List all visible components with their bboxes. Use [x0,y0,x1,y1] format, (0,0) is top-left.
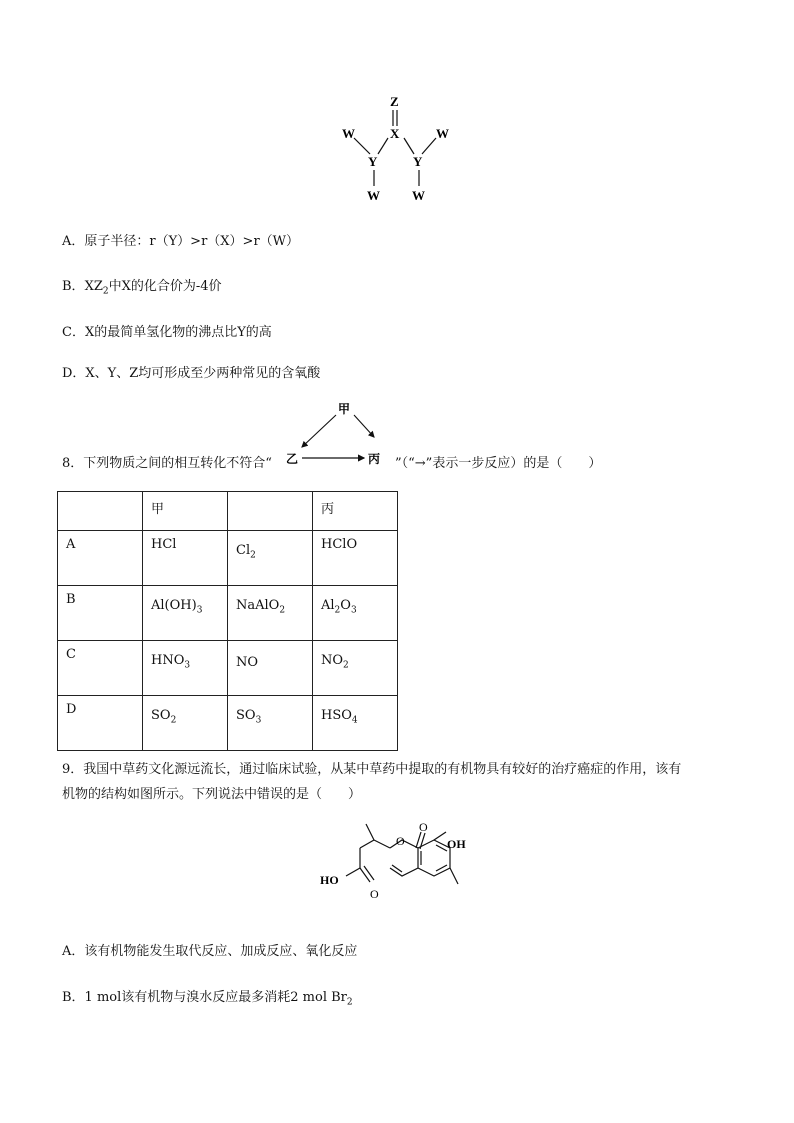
table-header-cell [58,492,143,531]
cell-substance [313,586,398,641]
cell-substance [143,531,228,586]
q9-option-b-sub: 2 [346,997,353,1008]
formula-sub: 3 [196,605,203,616]
q7-option-b [62,275,222,297]
cell-substance [143,586,228,641]
q9-question-line2: 机物的结构如图所示。下列说法中错误的是（ ） [62,787,362,802]
atom-w-left: W [342,126,355,141]
formula-sub: 2 [343,660,349,671]
table-row [58,531,398,586]
table-header-row [58,492,398,531]
formula-sub: 3 [184,660,191,671]
cell-substance [228,531,313,586]
table-header-cell [228,492,313,531]
triangle-right-label: 丙 [368,452,381,466]
formula-main: NaAlO [236,598,280,613]
table-row [58,696,398,751]
formula-sub: 2 [250,550,256,561]
q7-option-c: C．X的最简单氢化物的沸点比Y的高 [62,325,272,340]
acid-hydroxyl: HO [320,873,339,887]
q9-question-line1: 9．我国中草药文化源远流长，通过临床试验，从某中草药中提取的有机物具有较好的治疗癌症的作用，该有 [62,762,682,777]
cell-substance [228,641,313,696]
atom-w-bottom-right: W [412,188,425,203]
triangle-left-label: 乙 [286,452,299,466]
formula-main: HNO [151,653,185,668]
cell-substance [228,696,313,751]
q7-option-b-suffix: 中X的化合价为-4价 [108,279,222,294]
formula-main: O [340,598,351,613]
atom-w-bottom-left: W [367,188,380,203]
structure-formula-diagram [330,92,460,207]
q7-option-b-formula: XZ [84,279,103,294]
formula-main: Al(OH) [151,598,197,613]
q7-option-d: D．X、Y、Z均可形成至少两种常见的含氧酸 [62,366,321,381]
atom-w-right: W [436,126,449,141]
cell-substance [228,586,313,641]
formula-sub: 2 [334,605,341,616]
formula-main: SO [151,708,171,723]
q7-option-b-formula-sub: 2 [102,286,109,297]
formula-main: Al [321,598,335,613]
table-header-cell: 甲 [143,492,228,531]
triangle-top-label: 甲 [338,402,351,416]
cell-substance [313,641,398,696]
q9-option-b [62,986,353,1008]
atom-y-left: Y [368,154,378,169]
atom-y-right: Y [413,154,423,169]
row-label: C [58,641,143,696]
q9-option-a: A．该有机物能发生取代反应、加成反应、氧化反应 [62,944,358,959]
atom-z: Z [390,94,399,109]
acid-oxygen: O [370,887,379,901]
formula-main: NO [236,655,259,670]
q8-options-table [57,491,398,751]
formula-sub: 4 [351,715,358,726]
hydroxyl-group: OH [447,837,466,851]
row-label: B [58,586,143,641]
formula-main: HClO [321,537,358,552]
formula-sub: 3 [255,715,262,726]
formula-main: SO [236,708,256,723]
formula-main: NO [321,653,344,668]
cell-substance [313,531,398,586]
atom-x: X [390,126,400,141]
row-label: D [58,696,143,751]
q8-question-prefix: 8．下列物质之间的相互转化不符合“ [62,456,272,471]
cell-substance [313,696,398,751]
q9-option-b-text: B．1 mol该有机物与溴水反应最多消耗2 mol Br [62,990,347,1005]
conversion-triangle-diagram [284,399,394,469]
formula-main: Cl [236,543,251,558]
molecule-structure-diagram [318,818,488,918]
formula-sub: 3 [350,605,357,616]
row-label: A [58,531,143,586]
q7-option-b-prefix: B． [62,279,85,294]
table-header-cell: 丙 [313,492,398,531]
table-row [58,586,398,641]
formula-sub: 2 [170,715,177,726]
formula-sub: 2 [279,605,286,616]
table-row [58,641,398,696]
q7-option-a: A．原子半径：r（Y）>r（X）>r（W） [62,234,300,249]
ring-oxygen: O [396,834,405,848]
cell-substance [143,641,228,696]
formula-main: HCl [151,537,177,552]
cell-substance [143,696,228,751]
carbonyl-oxygen: O [419,820,428,834]
formula-main: HSO [321,708,352,723]
q8-question-suffix: ”（“→”表示一步反应）的是（ ） [395,456,602,471]
